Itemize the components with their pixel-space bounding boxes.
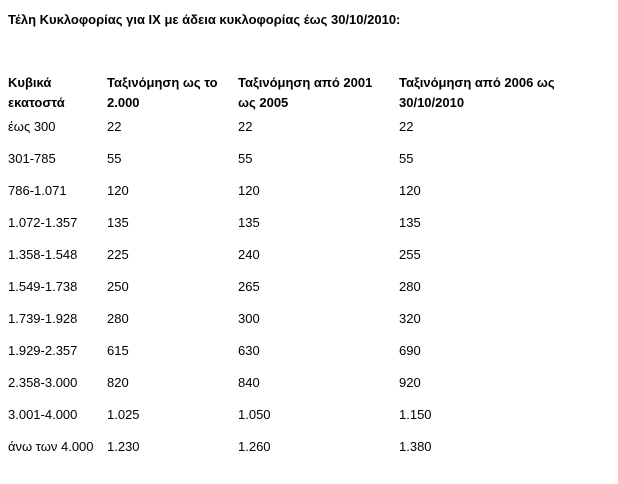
cell-fee: 120 <box>107 183 129 198</box>
cell-fee: 1.260 <box>238 439 271 454</box>
cell-cc: 1.739-1.928 <box>8 311 78 326</box>
cell-fee: 690 <box>399 343 421 358</box>
cell-fee: 1.380 <box>399 439 432 454</box>
cell-cc: 1.549-1.738 <box>8 279 78 294</box>
table-row <box>5 341 582 373</box>
cell-cc: 1.072-1.357 <box>8 215 78 230</box>
table-row <box>5 373 582 405</box>
cell-fee: 250 <box>107 279 129 294</box>
cell-fee: 55 <box>399 151 414 166</box>
cell-fee: 55 <box>238 151 253 166</box>
table-row <box>5 181 582 213</box>
cell-cc: άνω των 4.000 <box>8 439 94 454</box>
page-title: Τέλη Κυκλοφορίας για ΙΧ με άδεια κυκλοφορίας έως 30/10/2010: <box>8 12 401 27</box>
table-row <box>5 277 582 309</box>
cell-fee: 120 <box>399 183 421 198</box>
cell-fee: 55 <box>107 151 122 166</box>
cell-fee: 920 <box>399 375 421 390</box>
cell-fee: 22 <box>238 119 253 134</box>
cell-cc: 786-1.071 <box>8 183 67 198</box>
cell-fee: 135 <box>107 215 129 230</box>
cell-cc: έως 300 <box>8 119 56 134</box>
cell-fee: 135 <box>238 215 260 230</box>
cell-fee: 1.025 <box>107 407 140 422</box>
table-row <box>5 117 582 149</box>
cell-fee: 135 <box>399 215 421 230</box>
header-registration-2006-2010: Ταξινόμηση από 2006 ως 30/10/2010 <box>399 75 555 110</box>
cell-cc: 2.358-3.000 <box>8 375 78 390</box>
table-row <box>5 309 582 341</box>
header-registration-until-2000: Ταξινόμηση ως το 2.000 <box>107 75 218 110</box>
circulation-fees-table <box>5 73 582 469</box>
cell-fee: 22 <box>107 119 122 134</box>
cell-fee: 265 <box>238 279 260 294</box>
cell-cc: 301-785 <box>8 151 56 166</box>
cell-cc: 1.929-2.357 <box>8 343 78 358</box>
cell-cc: 3.001-4.000 <box>8 407 78 422</box>
cell-fee: 615 <box>107 343 129 358</box>
cell-fee: 1.230 <box>107 439 140 454</box>
table-row <box>5 245 582 277</box>
cell-fee: 820 <box>107 375 129 390</box>
cell-cc: 1.358-1.548 <box>8 247 78 262</box>
cell-fee: 240 <box>238 247 260 262</box>
table-row <box>5 437 582 469</box>
cell-fee: 22 <box>399 119 414 134</box>
table-row <box>5 405 582 437</box>
cell-fee: 840 <box>238 375 260 390</box>
cell-fee: 120 <box>238 183 260 198</box>
table-header-row <box>5 73 582 117</box>
cell-fee: 1.150 <box>399 407 432 422</box>
cell-fee: 280 <box>399 279 421 294</box>
cell-fee: 1.050 <box>238 407 271 422</box>
cell-fee: 300 <box>238 311 260 326</box>
header-cubic-cm: Κυβικά εκατοστά <box>8 75 65 110</box>
header-registration-2001-2005: Ταξινόμηση από 2001 ως 2005 <box>238 75 373 110</box>
cell-fee: 320 <box>399 311 421 326</box>
cell-fee: 630 <box>238 343 260 358</box>
cell-fee: 280 <box>107 311 129 326</box>
table-row <box>5 149 582 181</box>
cell-fee: 225 <box>107 247 129 262</box>
cell-fee: 255 <box>399 247 421 262</box>
table-row <box>5 213 582 245</box>
